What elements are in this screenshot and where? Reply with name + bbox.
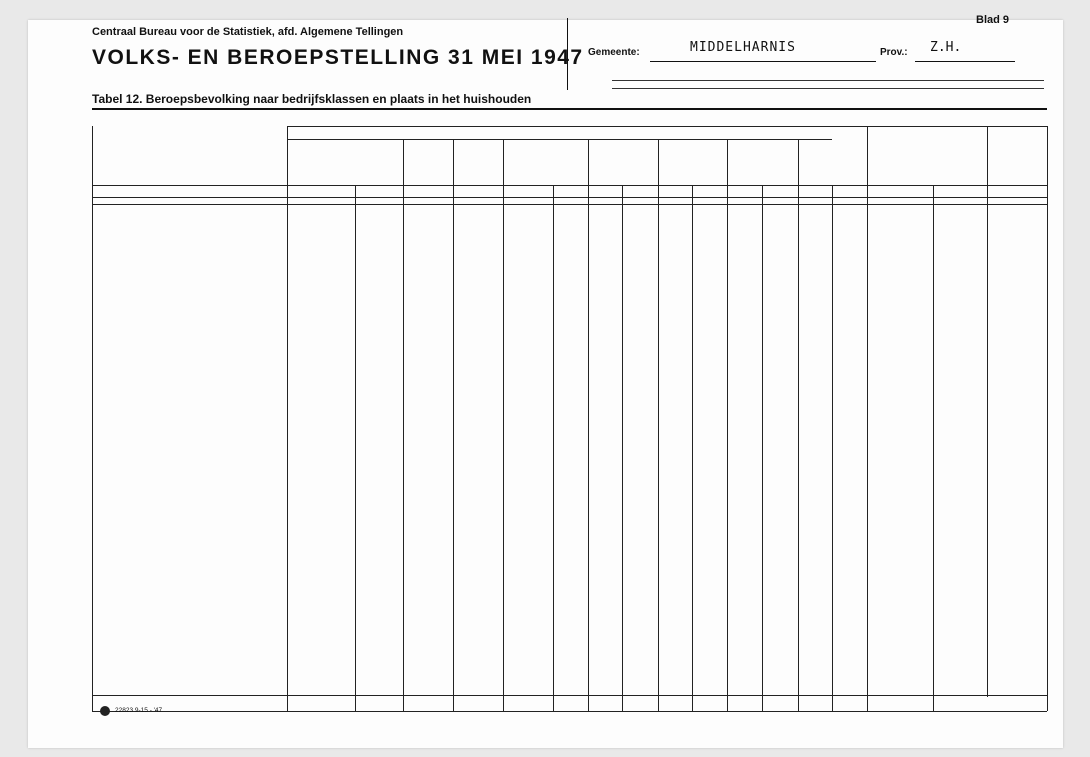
column-rule [933,185,934,711]
number-row-rule [92,204,1047,205]
column-rule [403,140,404,711]
column-rule [588,140,589,711]
province-line [915,61,1015,62]
group-header-rule [287,139,832,140]
column-rule [453,140,454,711]
column-rule [762,185,763,711]
form-title: VOLKS- EN BEROEPSTELLING 31 MEI 1947 [92,46,584,69]
form-sheet [28,20,1063,748]
column-rule [658,140,659,711]
column-rule [1047,126,1048,711]
table-title: Tabel 12. Beroepsbevolking naar bedrijfsklassen en plaats in het huishouden [92,92,532,106]
header-rule [92,185,1047,186]
organization-line: Centraal Bureau voor de Statistiek, afd. Algemene Tellingen [92,26,404,38]
province-label: Prov.: [880,47,908,58]
table-top-rule [92,108,1047,110]
column-rule [798,140,799,711]
sheet-number: Blad 9 [976,14,1010,26]
bottom-rule [92,711,1047,712]
column-rule [987,126,988,697]
header-separator [567,18,568,90]
printer-stamp-icon [100,706,110,716]
gemeente-label: Gemeente: [588,47,640,58]
print-code: 22823 9-15 - '47 [115,707,163,714]
column-rule [92,126,93,711]
gemeente-line [650,61,876,62]
column-rule [622,185,623,711]
column-rule [867,126,868,711]
gemeente-value: MIDDELHARNIS [690,40,796,55]
header-rule [612,88,1044,89]
column-rule [355,185,356,711]
province-value: Z.H. [930,40,962,55]
total-rule [92,695,1047,696]
column-rule [503,140,504,711]
header-top-rule [287,126,832,127]
column-rule [692,185,693,711]
column-rule [832,185,833,711]
sex-row-rule [92,197,1047,198]
header-top-rule [832,126,1047,127]
column-rule [553,185,554,711]
column-rule [727,140,728,711]
column-rule [287,126,288,711]
header-rule [612,80,1044,81]
